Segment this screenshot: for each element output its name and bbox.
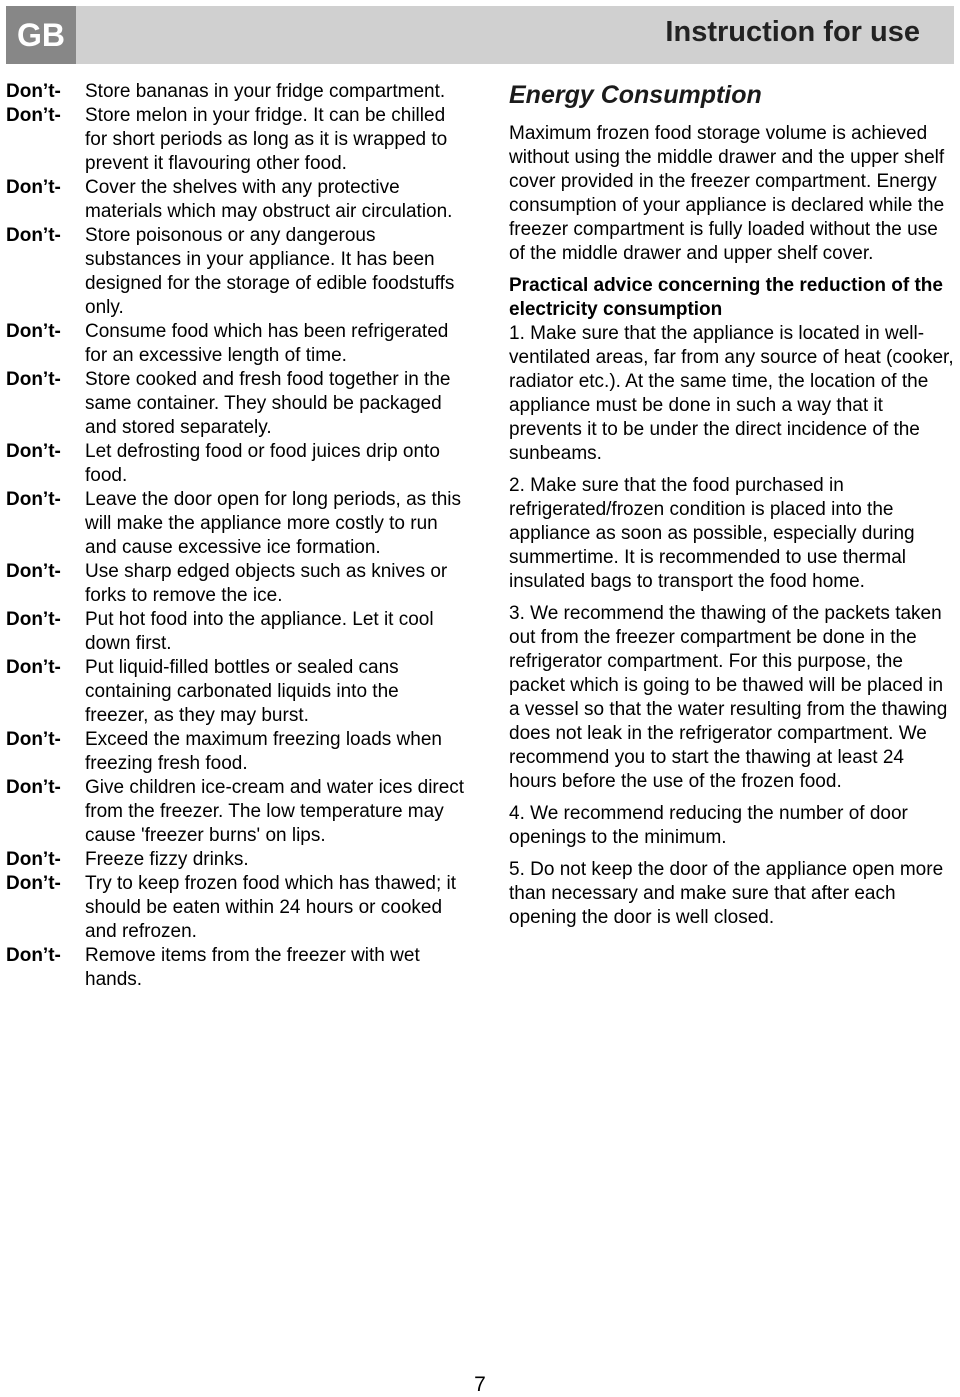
advice-item: 4. We recommend reducing the number of door openings to the minimum. — [509, 803, 908, 848]
dont-text: Let defrosting food or food juices drip onto food. — [85, 441, 440, 486]
dont-label: Don’t- — [6, 369, 61, 390]
dont-label: Don’t- — [6, 177, 61, 198]
energy-title: Energy Consumption — [509, 81, 762, 109]
dont-text: Store bananas in your fridge compartment. — [85, 81, 446, 102]
donts-list — [6, 80, 466, 992]
dont-label: Don’t- — [6, 105, 61, 126]
dont-text: Store cooked and fresh food together in the same container. They should be packaged and stored separately. — [85, 369, 451, 438]
dont-label: Don’t- — [6, 729, 61, 750]
dont-item — [6, 608, 466, 656]
dont-item — [6, 440, 466, 488]
dont-text: Exceed the maximum freezing loads when freezing fresh food. — [85, 729, 442, 774]
page-number: 7 — [474, 1373, 486, 1396]
dont-item — [6, 80, 466, 104]
advice-item: 3. We recommend the thawing of the packets taken out from the freezer compartment be done in the refrigerator compartment. For this purpose, the packet which is going to be thawed will be placed in a vessel so that the water resulting from the thawing does not leak in the refrigerator compartment. We recommend you to start the thawing at least 24 hours before the use of the frozen food. — [509, 603, 948, 792]
dont-text: Cover the shelves with any protective materials which may obstruct air circulation. — [85, 177, 453, 222]
energy-intro: Maximum frozen food storage volume is achieved without using the middle drawer and the upper shelf cover provided in the freezer compartment. Energy consumption of your appliance is declared while the freezer compartment is fully loaded without the use of the middle drawer and upper shelf cover. — [509, 123, 945, 264]
dont-text: Leave the door open for long periods, as this will make the appliance more costly to run and cause excessive ice formation. — [85, 489, 462, 558]
advice-item: 2. Make sure that the food purchased in refrigerated/frozen condition is placed into the appliance as soon as possible, especially during summertime. It is recommended to use thermal insulated bags to transport the food home. — [509, 475, 915, 592]
dont-text: Store melon in your fridge. It can be chilled for short periods as long as it is wrapped to prevent it flavouring other food. — [85, 105, 448, 174]
advice-heading: Practical advice concerning the reduction of the electricity consumption — [509, 275, 943, 320]
dont-item — [6, 368, 466, 440]
dont-item — [6, 728, 466, 776]
dont-item — [6, 104, 466, 176]
dont-text: Consume food which has been refrigerated for an excessive length of time. — [85, 321, 449, 366]
dont-label: Don’t- — [6, 777, 61, 798]
dont-label: Don’t- — [6, 657, 61, 678]
dont-text: Store poisonous or any dangerous substances in your appliance. It has been designed for the storage of edible foodstuffs only. — [85, 225, 455, 318]
dont-text: Put liquid-filled bottles or sealed cans containing carbonated liquids into the freezer, as they may burst. — [85, 657, 399, 726]
dont-label: Don’t- — [6, 321, 61, 342]
dont-item — [6, 488, 466, 560]
dont-item — [6, 776, 466, 848]
dont-item — [6, 944, 466, 992]
advice-item: 5. Do not keep the door of the appliance open more than necessary and make sure that after each opening the door is well closed. — [509, 859, 944, 928]
dont-item — [6, 872, 466, 944]
dont-text: Remove items from the freezer with wet hands. — [85, 945, 420, 990]
dont-label: Don’t- — [6, 489, 61, 510]
dont-item — [6, 320, 466, 368]
dont-text: Freeze fizzy drinks. — [85, 849, 249, 870]
dont-text: Put hot food into the appliance. Let it cool down first. — [85, 609, 434, 654]
dont-label: Don’t- — [6, 849, 61, 870]
dont-text: Use sharp edged objects such as knives or forks to remove the ice. — [85, 561, 448, 606]
advice-item: 1. Make sure that the appliance is located in well-ventilated areas, far from any source of heat (cooker, radiator etc.). At the same time, the location of the appliance must be done in such a way that it prevents it to be under the direct incidence of the sunbeams. — [509, 323, 954, 464]
dont-item — [6, 848, 466, 872]
energy-section — [509, 80, 955, 938]
dont-label: Don’t- — [6, 561, 61, 582]
dont-label: Don’t- — [6, 945, 61, 966]
dont-item — [6, 656, 466, 728]
dont-text: Try to keep frozen food which has thawed; it should be eaten within 24 hours or cooked and refrozen. — [85, 873, 457, 942]
language-tag: GB — [6, 6, 76, 64]
header-title: Instruction for use — [665, 16, 920, 48]
dont-label: Don’t- — [6, 81, 61, 102]
dont-item — [6, 560, 466, 608]
dont-label: Don’t- — [6, 225, 61, 246]
dont-label: Don’t- — [6, 873, 61, 894]
dont-item — [6, 176, 466, 224]
dont-text: Give children ice-cream and water ices direct from the freezer. The low temperature may cause 'freezer burns' on lips. — [85, 777, 465, 846]
dont-label: Don’t- — [6, 609, 61, 630]
dont-item — [6, 224, 466, 320]
dont-label: Don’t- — [6, 441, 61, 462]
